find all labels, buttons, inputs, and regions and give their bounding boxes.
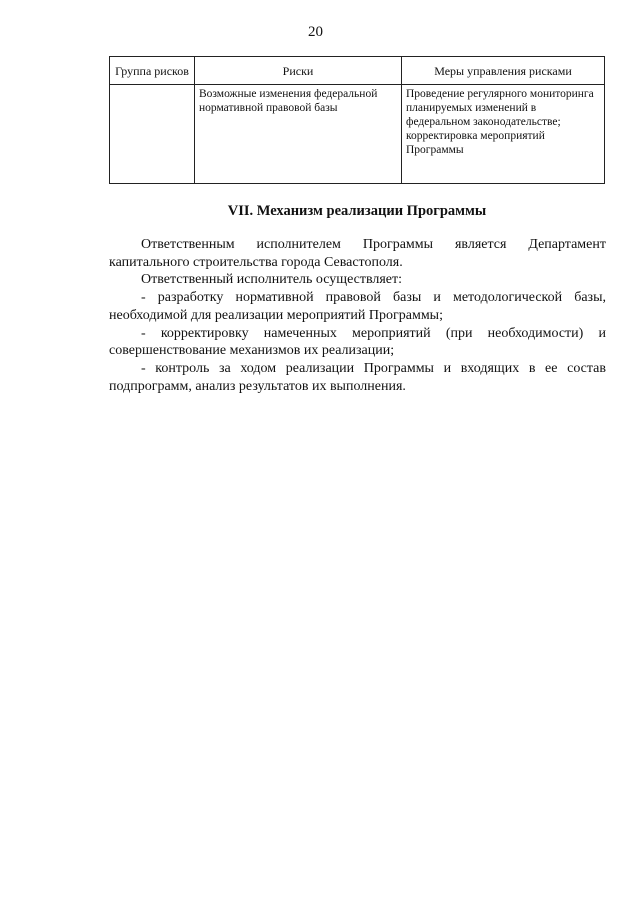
- cell-measures: Проведение регулярного мониторинга планируемых изменений в федеральном законодательстве; корректировка мероприятий Программы: [402, 85, 605, 184]
- table-header-row: [110, 57, 605, 85]
- table-row: [110, 85, 605, 184]
- section-heading: VII. Механизм реализации Программы: [227, 203, 487, 219]
- cell-risk: Возможные изменения федеральной нормативной правовой базы: [195, 85, 402, 184]
- risk-management-table: [109, 56, 605, 184]
- paragraph-duty-adjustments: - корректировку намеченных мероприятий (при необходимости) и совершенствование механизмов их реализации;: [109, 325, 606, 359]
- cell-risk-group: [110, 85, 195, 184]
- page-number: 20: [308, 24, 323, 40]
- paragraph-responsible-executor: Ответственным исполнителем Программы является Департамент капитального строительства города Севастополя.: [109, 237, 606, 270]
- header-risk-group: Группа рисков: [110, 57, 195, 85]
- paragraph-duty-regulations: - разработку нормативной правовой базы и методологической базы, необходимой для реализации мероприятий Программы;: [109, 290, 606, 323]
- paragraph-duty-control: - контроль за ходом реализации Программы и входящих в ее состав подпрограмм, анализ результатов их выполнения.: [109, 360, 606, 394]
- section-body: [109, 236, 606, 395]
- header-risks: Риски: [195, 57, 402, 85]
- header-risk-measures: Меры управления рисками: [402, 57, 605, 85]
- paragraph-duties-intro: Ответственный исполнитель осуществляет:: [141, 272, 403, 288]
